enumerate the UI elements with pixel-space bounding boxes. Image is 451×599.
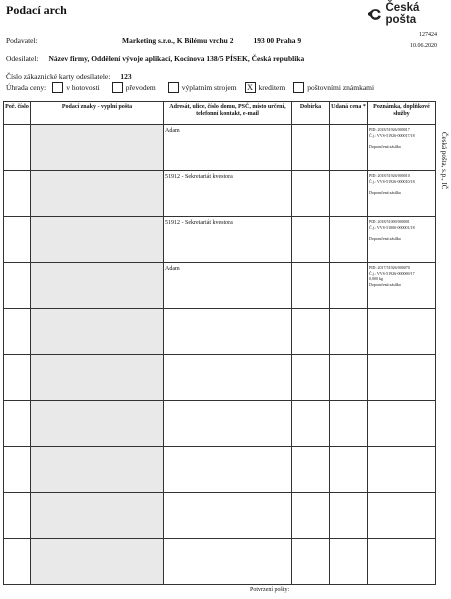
page-title: Podací arch [6, 3, 67, 17]
cell-cena [330, 263, 368, 309]
cell-dobirka [292, 447, 330, 493]
odesilatel-label: Odesilatel: [6, 54, 39, 63]
table-row [4, 539, 436, 585]
cell-poznamka [368, 309, 436, 355]
cell-por [4, 447, 31, 493]
podavatel-row [6, 30, 38, 48]
cell-adresat [164, 539, 292, 585]
table-row [4, 171, 436, 217]
checkbox[interactable] [293, 82, 304, 93]
cell-poznamka [368, 447, 436, 493]
payment-option-label: v hotovosti [66, 83, 100, 92]
table-row [4, 125, 436, 171]
cell-dobirka [292, 217, 330, 263]
payment-option-label: poštovními známkami [307, 83, 375, 92]
cell-adresat [164, 309, 292, 355]
cell-dobirka [292, 355, 330, 401]
cell-adresat-text [164, 447, 291, 450]
cell-por [4, 217, 31, 263]
cell-adresat [164, 125, 292, 171]
cell-poznamka-text [368, 539, 435, 541]
cell-cena [330, 355, 368, 401]
payment-row [6, 82, 378, 93]
cell-poznamka [368, 263, 436, 309]
cell-por [4, 309, 31, 355]
header-poznamka: Poznámka, doplňkové služby [368, 102, 436, 125]
header-por: Poř. číslo [4, 102, 31, 125]
cell-adresat-text [164, 355, 291, 358]
cell-adresat-text: Adam [165, 266, 180, 272]
cell-znaky [31, 263, 164, 309]
shipments-table [3, 101, 436, 585]
cell-poznamka [368, 171, 436, 217]
cell-adresat [164, 493, 292, 539]
cell-poznamka [368, 217, 436, 263]
table-row [4, 401, 436, 447]
cell-poznamka-text: PID: 2018/51926/000010 Č.j.: VVS-51926-000010/18 Doporučená zásilka [369, 173, 415, 195]
cell-adresat-text [164, 493, 291, 496]
cell-znaky [31, 539, 164, 585]
podavatel-value-group [122, 30, 301, 48]
cell-cena [330, 309, 368, 355]
header-znaky: Podací znaky - vyplní pošta [31, 102, 164, 125]
cell-adresat [164, 171, 292, 217]
cell-poznamka-text: PID: 2018/51000/000001 Č.j.: VVS-51000-000001/18 Doporučená zásilka [369, 219, 415, 241]
cell-znaky [31, 401, 164, 447]
cell-adresat [164, 217, 292, 263]
cell-por [4, 171, 31, 217]
table-header-row [4, 102, 436, 125]
table-row [4, 447, 436, 493]
side-text [436, 132, 450, 224]
cell-adresat-text [164, 401, 291, 404]
table-row [4, 355, 436, 401]
payment-option-hotovost[interactable] [52, 82, 100, 93]
payment-option-vyplatni-stroj[interactable] [168, 82, 237, 93]
cell-poznamka-text: PID: 2017/51926/000070 Č.j.: VVS-51926-000069/17 0,000 kg Doporučená zásilka [369, 265, 415, 287]
card-label: Číslo zákaznické karty odesílatele: [6, 72, 111, 81]
checkbox[interactable] [112, 82, 123, 93]
cell-adresat-text [164, 309, 291, 312]
checkbox[interactable] [52, 82, 63, 93]
odesilatel-row [6, 48, 304, 66]
payment-option-label: výplatním strojem [181, 83, 237, 92]
header-cena: Udaná cena * [330, 102, 368, 125]
cell-cena [330, 401, 368, 447]
cell-dobirka [292, 171, 330, 217]
cell-poznamka-text [368, 309, 435, 311]
odesilatel-value: Název firmy, Oddělení vývoje aplikací, Kocínova 138/5 PÍSEK, Česká republika [48, 54, 305, 63]
cell-poznamka-text [368, 355, 435, 357]
cell-poznamka-text [368, 447, 435, 449]
cell-por [4, 401, 31, 447]
cell-cena [330, 447, 368, 493]
cell-poznamka [368, 539, 436, 585]
document-meta [410, 30, 437, 52]
cell-adresat [164, 401, 292, 447]
cell-adresat-text [164, 539, 291, 542]
table-body [4, 125, 436, 585]
cell-cena [330, 493, 368, 539]
cell-znaky [31, 171, 164, 217]
table-row [4, 493, 436, 539]
logo-text: Česká pošta [385, 2, 420, 26]
cell-cena [330, 217, 368, 263]
cell-por [4, 493, 31, 539]
cell-cena [330, 125, 368, 171]
payment-option-prevodem[interactable] [112, 82, 156, 93]
footer-confirmation: Potvrzení pošty: [250, 587, 290, 593]
cell-adresat [164, 447, 292, 493]
cell-por [4, 539, 31, 585]
cell-znaky [31, 217, 164, 263]
cell-adresat [164, 263, 292, 309]
checkbox[interactable] [168, 82, 179, 93]
header-adresat: Adresát, ulice, číslo domu, PSČ, místo určení, telefonní kontakt, e-mail [164, 102, 292, 125]
cell-poznamka-text [368, 493, 435, 495]
cell-znaky [31, 447, 164, 493]
cell-znaky [31, 355, 164, 401]
cell-dobirka [292, 493, 330, 539]
table-row [4, 263, 436, 309]
cell-por [4, 355, 31, 401]
cell-por [4, 125, 31, 171]
payment-option-label: převodem [125, 83, 156, 92]
cell-znaky [31, 309, 164, 355]
header-dobirka: Dobírka [292, 102, 330, 125]
cell-poznamka-text [368, 401, 435, 403]
cell-dobirka [292, 263, 330, 309]
cell-adresat [164, 355, 292, 401]
cell-cena [330, 539, 368, 585]
cell-dobirka [292, 309, 330, 355]
cell-cena [330, 171, 368, 217]
card-value: 123 [120, 72, 132, 81]
document-date: 10.06.2020 [410, 43, 437, 49]
cell-dobirka [292, 125, 330, 171]
payment-label: Úhrada ceny: [6, 83, 47, 92]
cell-poznamka [368, 355, 436, 401]
cell-poznamka [368, 401, 436, 447]
cell-dobirka [292, 401, 330, 447]
cell-poznamka [368, 493, 436, 539]
side-text-label: Česká pošta, s.p., IČ [440, 132, 448, 190]
table-row [4, 217, 436, 263]
cell-poznamka [368, 125, 436, 171]
ceska-posta-logo [368, 2, 451, 26]
cell-znaky [31, 125, 164, 171]
checkbox-checked[interactable]: X [245, 82, 256, 93]
document-number: 127424 [419, 32, 437, 38]
cell-poznamka-text: PID: 2018/51926/000017 Č.j.: VVS-51926-000017/18 Doporučená zásilka [369, 127, 415, 149]
payment-option-label: kreditem [258, 83, 286, 92]
cell-adresat-text: Adam [165, 128, 180, 134]
ceska-posta-horn-icon [368, 8, 383, 21]
cell-znaky [31, 493, 164, 539]
payment-option-znamky[interactable] [293, 82, 374, 93]
cell-por [4, 263, 31, 309]
cell-dobirka [292, 539, 330, 585]
podavatel-label: Podavatel: [6, 36, 38, 45]
payment-option-kreditem[interactable] [245, 82, 286, 93]
podavatel-value: Marketing s.r.o., K Bílému vrchu 2 [122, 36, 234, 45]
table-row [4, 309, 436, 355]
cell-adresat-text: 51912 - Sekretariát kvestora [165, 220, 233, 226]
podavatel-zip: 193 00 Praha 9 [253, 36, 302, 45]
cell-adresat-text: 51912 - Sekretariát kvestora [165, 174, 233, 180]
